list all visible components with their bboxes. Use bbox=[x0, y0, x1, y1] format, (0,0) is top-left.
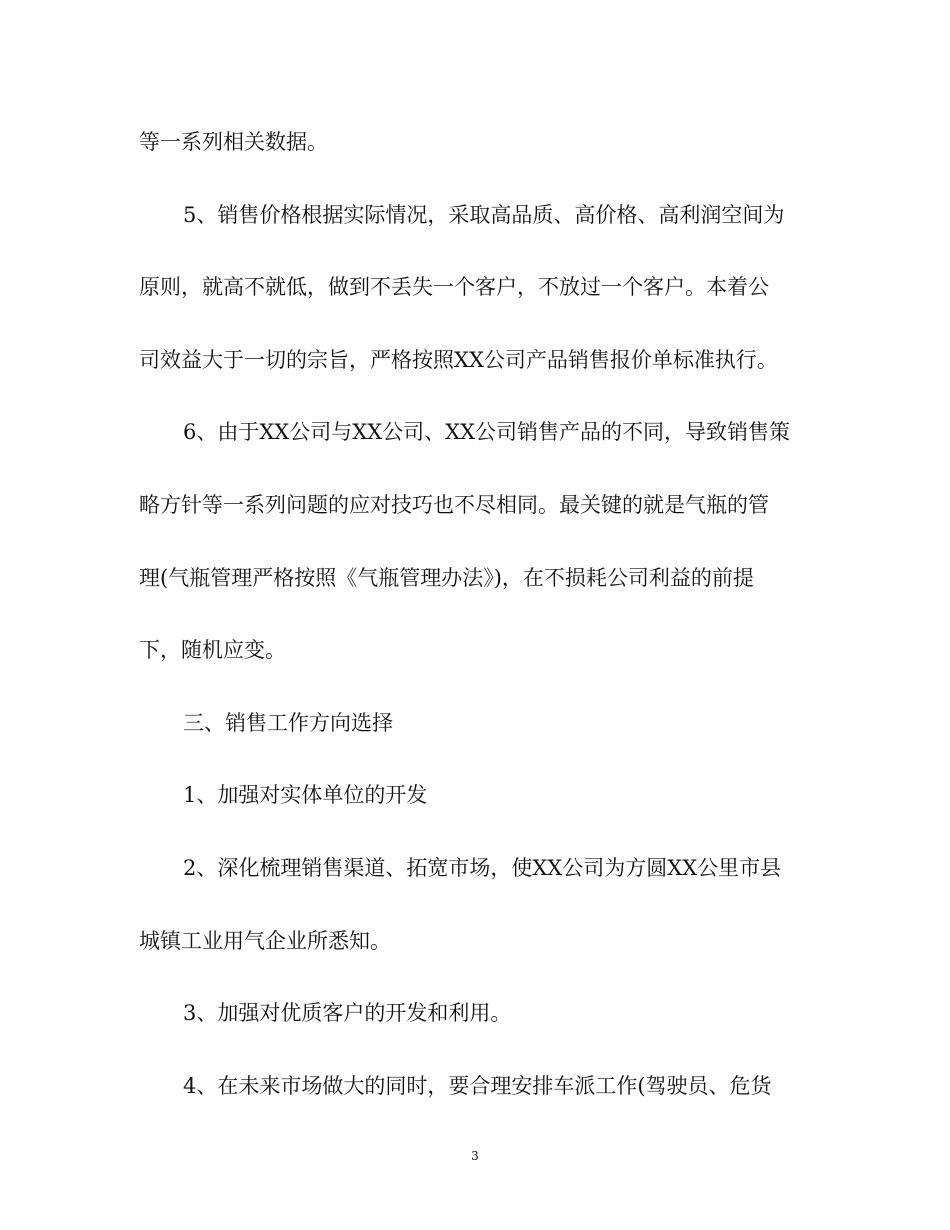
document-body bbox=[139, 112, 811, 1128]
section-heading: 三、销售工作方向选择 bbox=[183, 710, 393, 735]
text-line-3: 原则，就高不就低，做到不丢失一个客户，不放过一个客户。本着公 bbox=[139, 275, 769, 300]
text-line-6: 略方针等一系列问题的应对技巧也不尽相同。最关键的就是气瓶的管 bbox=[139, 492, 769, 517]
text-line-1: 等一系列相关数据。 bbox=[139, 130, 328, 154]
text-line-14: 4、在未来市场做大的同时，要合理安排车派工作(驾驶员、危货 bbox=[183, 1073, 772, 1098]
text-line-12: 城镇工业用气企业所悉知。 bbox=[139, 928, 391, 953]
text-line-2: 5、销售价格根据实际情况，采取高品质、高价格、高利润空间为 bbox=[183, 202, 785, 227]
text-line-5: 6、由于XX公司与XX公司、XX公司销售产品的不同，导致销售策 bbox=[183, 420, 791, 445]
text-line-10: 1、加强对实体单位的开发 bbox=[183, 783, 428, 808]
text-line-7: 理(气瓶管理严格按照《气瓶管理办法》)，在不损耗公司利益的前提 bbox=[139, 565, 754, 590]
text-line-8: 下，随机应变。 bbox=[139, 638, 286, 663]
text-line-13: 3、加强对优质客户的开发和利用。 bbox=[183, 1001, 512, 1026]
text-line-4: 司效益大于一切的宗旨，严格按照XX公司产品销售报价单标准执行。 bbox=[139, 347, 778, 372]
text-line-11: 2、深化梳理销售渠道、拓宽市场，使XX公司为方圆XX公里市县 bbox=[183, 855, 782, 880]
page-number: 3 bbox=[471, 1149, 479, 1163]
